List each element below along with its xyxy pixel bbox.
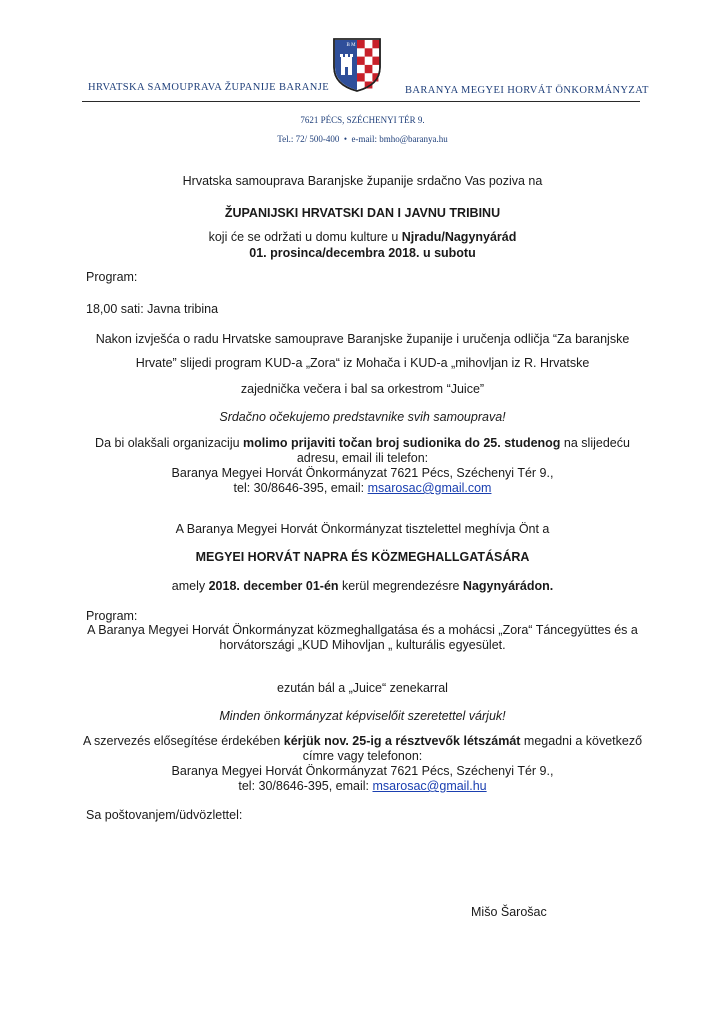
- header-right-title: BARANYA MEGYEI HORVÁT ÖNKORMÁNYZAT: [405, 85, 649, 96]
- hu-reg-line1: [0, 734, 725, 749]
- hu-reg-bold: kérjük nov. 25-ig a résztvevők létszámát: [283, 734, 521, 748]
- hr-date: 01. prosinca/decembra 2018. u subotu: [249, 246, 476, 260]
- hu-event-title: MEGYEI HORVÁT NAPRA ÉS KÖZMEGHALLGATÁSÁRA: [195, 550, 530, 564]
- hr-venue-text: koji će se održati u domu kulture u: [208, 230, 402, 244]
- hu-program-line2: horvátországi „KUD Mihovljan „ kulturális egyesület.: [219, 638, 506, 652]
- hu-date-place: Nagynyárádon.: [462, 579, 554, 593]
- header-left-title: HRVATSKA SAMOUPRAVA ŽUPANIJE BARANJE: [88, 82, 330, 93]
- hu-reg-line2: címre vagy telefonon:: [302, 749, 423, 763]
- hu-program: [0, 623, 725, 653]
- hr-venue-place: Njradu/Nagynyárád: [401, 230, 517, 244]
- hr-reg-email-link[interactable]: msarosac@gmail.com: [367, 481, 492, 495]
- hr-reg-contact: [0, 481, 725, 496]
- hr-event-title: ŽUPANIJSKI HRVATSKI DAN I JAVNU TRIBINU: [224, 206, 501, 220]
- header-address: 7621 PÉCS, SZÉCHENYI TÉR 9.: [300, 115, 425, 125]
- hr-reg-address: Baranya Megyei Horvát Önkormányzat 7621 Pécs, Széchenyi Tér 9.,: [171, 466, 554, 480]
- hr-program-label: Program:: [86, 270, 138, 284]
- hu-ball: ezután bál a „Juice“ zenekarral: [277, 681, 448, 695]
- hu-reg-post: megadni a következő: [520, 734, 643, 748]
- hr-intro: Hrvatska samouprava Baranjske županije srdačno Vas poziva na: [182, 174, 543, 188]
- hr-program-line3: zajednička večera i bal sa orkestrom “Juice”: [240, 382, 485, 396]
- hu-date-pre: amely: [171, 579, 209, 593]
- closing-greeting: Sa poštovanjem/üdvözlettel:: [86, 808, 243, 822]
- crest-letters: B M: [346, 43, 356, 48]
- hr-reg-line1: [0, 436, 725, 451]
- hr-reg-tel: tel: 30/8646-395, email:: [233, 481, 368, 495]
- header-separator: •: [343, 134, 347, 144]
- hr-program-line1: Nakon izvješća o radu Hrvatske samouprave Baranjske županije i uručenja odličja “Za baranjske: [95, 332, 630, 346]
- hr-reg-bold: molimo prijaviti točan broj sudionika do 25. studenog: [243, 436, 561, 450]
- hr-reg-pre: Da bi olakšali organizaciju: [95, 436, 244, 450]
- hu-reg-address: Baranya Megyei Horvát Önkormányzat 7621 Pécs, Széchenyi Tér 9.,: [171, 764, 554, 778]
- header-phone: Tel.: 72/ 500-400: [277, 134, 340, 144]
- hr-time-line: 18,00 sati: Javna tribina: [86, 302, 219, 316]
- hu-expect: Minden önkormányzat képviselőit szeretettel várjuk!: [219, 709, 506, 723]
- header-contact: [0, 134, 725, 144]
- header-divider: [82, 101, 640, 102]
- hu-date-bold: 2018. december 01-én: [208, 579, 339, 593]
- closing-signature: Mišo Šarošac: [471, 905, 547, 919]
- hu-date: [0, 579, 725, 593]
- hr-registration: [0, 436, 725, 496]
- hu-program-line1: A Baranya Megyei Horvát Önkormányzat közmeghallgatása és a mohácsi „Zora“ Táncegyüttes és a: [87, 623, 638, 637]
- hu-reg-email-link[interactable]: msarosac@gmail.hu: [372, 779, 487, 793]
- hu-registration: [0, 734, 725, 794]
- header-email: e-mail: bmho@baranya.hu: [351, 134, 448, 144]
- hu-reg-tel: tel: 30/8646-395, email:: [238, 779, 373, 793]
- hr-program-line2: Hrvate” slijedi program KUD-a „Zora“ iz Mohača i KUD-a „mihovljan iz R. Hrvatske: [135, 356, 590, 370]
- hr-venue: [0, 230, 725, 244]
- hu-intro: A Baranya Megyei Horvát Önkormányzat tisztelettel meghívja Önt a: [175, 522, 550, 536]
- hu-reg-pre: A szervezés elősegítése érdekében: [82, 734, 284, 748]
- hr-reg-post: na slijedeću: [560, 436, 630, 450]
- hu-program-label: Program:: [86, 609, 138, 623]
- hu-reg-contact: [0, 779, 725, 794]
- hr-expect: Srdačno očekujemo predstavnike svih samouprava!: [219, 410, 506, 424]
- hr-reg-line2: adresu, email ili telefon:: [296, 451, 429, 465]
- hu-date-mid: kerül megrendezésre: [338, 579, 463, 593]
